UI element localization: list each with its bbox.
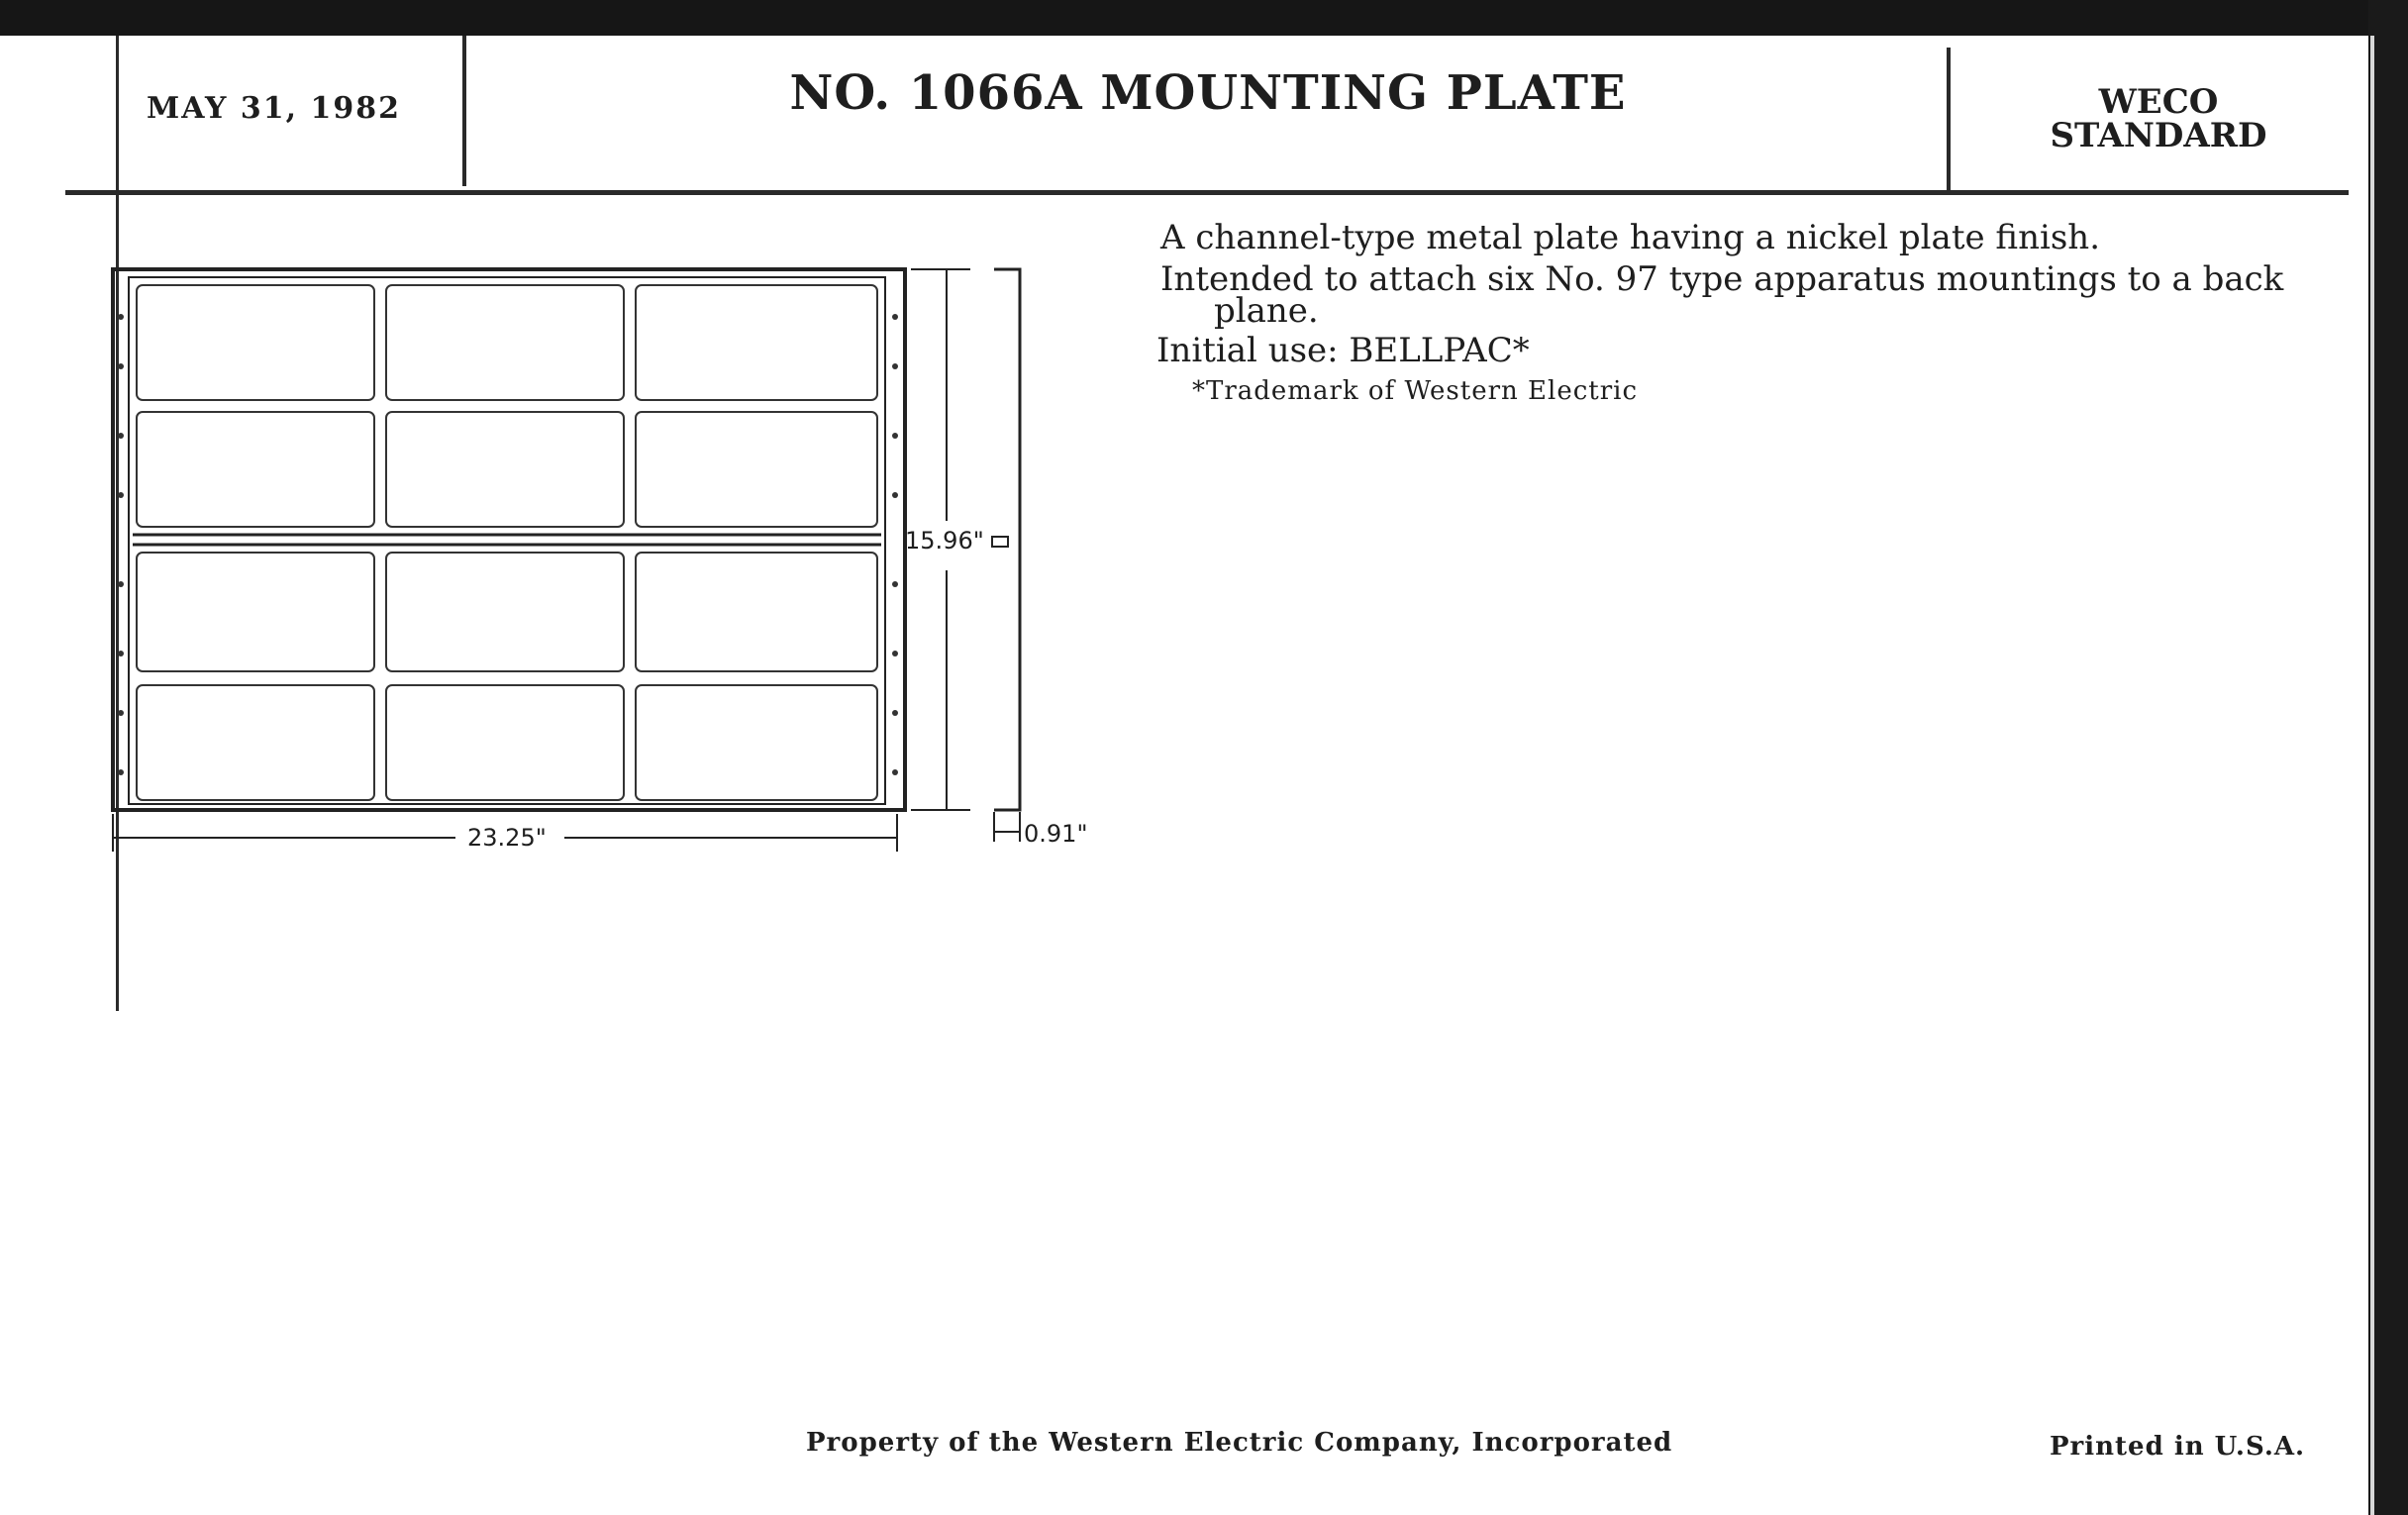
cell [386, 412, 624, 527]
description-line-2: Intended to attach six No. 97 type apparatus mountings to a back [1160, 259, 2284, 299]
issue-date: MAY 31, 1982 [147, 91, 401, 126]
depth-label: 0.91" [1024, 820, 1088, 848]
depth-dimension [994, 812, 1020, 842]
cell [137, 285, 374, 400]
height-label: 15.96" [905, 527, 984, 555]
scan-right-border [2368, 0, 2408, 1515]
cell [636, 685, 877, 800]
standard-label [1990, 82, 2327, 155]
cell [137, 685, 374, 800]
cell [137, 553, 374, 671]
mounting-plate-drawing [99, 257, 1109, 871]
card-edge [2370, 36, 2374, 1515]
mounting-cells [137, 285, 877, 800]
channel-side-view [992, 269, 1020, 810]
cell [137, 412, 374, 527]
scan-top-border [0, 0, 2408, 36]
cell [636, 553, 877, 671]
plate-inner-frame [129, 277, 885, 804]
trademark-footnote: *Trademark of Western Electric [1192, 376, 1639, 406]
description-line-2-cont: plane. [1214, 291, 1319, 331]
description-line-1: A channel-type metal plate having a nickel plate finish. [1160, 218, 2101, 257]
page-title: NO. 1066A MOUNTING PLATE [789, 65, 1627, 121]
cell [636, 412, 877, 527]
printed-in: Printed in U.S.A. [2050, 1432, 2306, 1462]
cell [636, 285, 877, 400]
plate-outline [113, 269, 905, 810]
header-bottom-rule [65, 190, 2349, 195]
standard-line-2: STANDARD [2050, 116, 2267, 155]
initial-use: Initial use: BELLPAC* [1156, 331, 1530, 370]
standard-line-1: WECO [2098, 82, 2219, 122]
property-notice: Property of the Western Electric Company, Incorporated [806, 1428, 1673, 1458]
width-label: 23.25" [467, 824, 547, 852]
cell [386, 553, 624, 671]
cell [386, 685, 624, 800]
cell [386, 285, 624, 400]
